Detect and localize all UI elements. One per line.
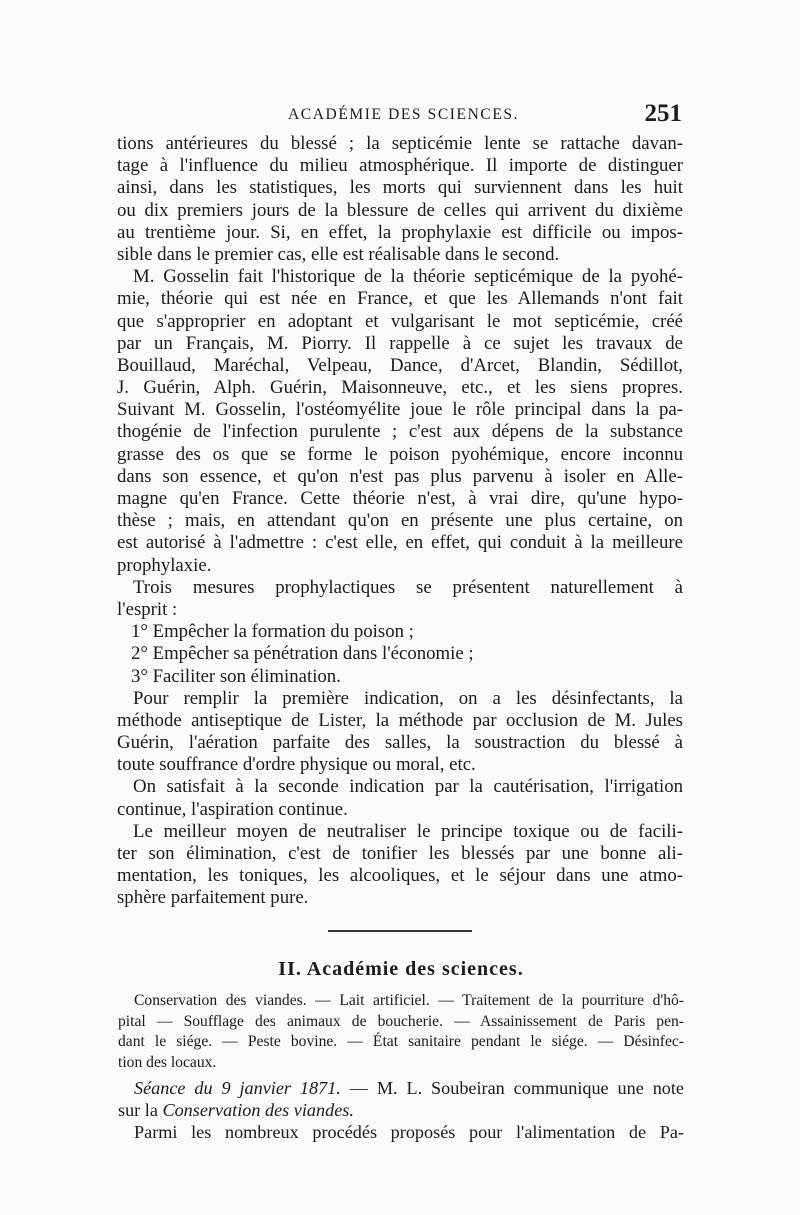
page-number: 251: [644, 100, 682, 127]
text-line: par un Français, M. Piorry. Il rappelle à ce sujet les travaux de: [117, 332, 683, 354]
text-line: sphère parfaitement pure.: [117, 887, 309, 909]
summary-line: tion des locaux.: [118, 1053, 217, 1071]
section-summary: [118, 991, 684, 1073]
text-line: Le meilleur moyen de neutraliser le principe toxique ou de facili-: [133, 820, 683, 842]
text-line: ou dix premiers jours de la blessure de celles qui arrivent du dixième: [117, 199, 683, 221]
text-line: thèse ; mais, en attendant qu'on en présente une plus certaine, on: [117, 510, 683, 532]
section-heading: II. Académie des sciences.: [278, 958, 524, 980]
text-line: magne qu'en France. Cette théorie n'est, à vrai dire, qu'une hypo-: [117, 488, 683, 509]
seance-paragraph: [118, 1077, 684, 1144]
text-line: dans son essence, et qu'on n'est pas plus parvenu à isoler en Alle-: [117, 465, 683, 487]
text-line: que s'approprier en adoptant et vulgarisant le mot septicémie, créé: [117, 310, 683, 332]
seance-title: Conservation des viandes.: [162, 1100, 354, 1121]
summary-line: dant le siége. — Peste bovine. — État sanitaire pendant le siége. — Désinfec-: [118, 1033, 684, 1050]
summary-line: Conservation des viandes. — Lait artificiel. — Traitement de la pourriture d'hô-: [134, 992, 684, 1009]
text-line: mentation, les toniques, les alcooliques, et le séjour dans une atmo-: [117, 865, 683, 887]
text-line: mie, théorie qui est née en France, et que les Allemands n'ont fait: [117, 288, 683, 310]
text-line: Pour remplir la première indication, on a les désinfectants, la: [133, 687, 683, 709]
text-line: M. Gosselin fait l'historique de la théorie septicémique de la pyohé-: [133, 266, 683, 288]
list-item: 1° Empêcher la formation du poison ;: [131, 621, 414, 643]
text-line: prophylaxie.: [117, 554, 212, 576]
text-line: tions antérieures du blessé ; la septicémie lente se rattache davan-: [117, 133, 683, 154]
section-divider: [328, 930, 472, 932]
seance-text: — M. L. Soubeiran communique une note: [340, 1078, 684, 1098]
text-line: l'esprit :: [117, 598, 178, 620]
running-header: [118, 102, 682, 130]
body-text: [117, 133, 683, 910]
seance-line: [118, 1099, 684, 1121]
text-line: Bouillaud, Maréchal, Velpeau, Dance, d'Arcet, Blandin, Sédillot,: [117, 354, 683, 376]
seance-date: Séance du 9 janvier 1871.: [134, 1078, 341, 1098]
seance-line: [118, 1077, 684, 1099]
text-line: méthode antiseptique de Lister, la méthode par occlusion de M. Jules: [117, 709, 683, 731]
seance-text: sur la: [118, 1100, 163, 1121]
text-line: grasse des os que se forme le poison pyohémique, encore inconnu: [117, 443, 683, 465]
seance-line: Parmi les nombreux procédés proposés pour l'alimentation de Pa-: [134, 1122, 684, 1143]
text-line: toute souffrance d'ordre physique ou moral, etc.: [117, 754, 476, 776]
text-line: Trois mesures prophylactiques se présentent naturellement à: [133, 576, 683, 598]
text-line: ainsi, dans les statistiques, les morts qui surviennent dans les huit: [117, 177, 683, 199]
text-line: ter son élimination, c'est de tonifier les blessés par une bonne ali-: [117, 843, 683, 864]
text-line: continue, l'aspiration continue.: [117, 798, 348, 820]
text-line: au trentième jour. Si, en effet, la prophylaxie est difficile ou impos-: [117, 221, 683, 243]
text-line: est autorisé à l'admettre : c'est elle, en effet, qui conduit à la meilleure: [117, 532, 683, 554]
summary-line: pital — Soufflage des animaux de boucherie. — Assainissement de Paris pen-: [118, 1012, 684, 1030]
text-line: thogénie de l'infection purulente ; c'est aux dépens de la substance: [117, 421, 683, 443]
text-line: Suivant M. Gosselin, l'ostéomyélite joue le rôle principal dans la pa-: [117, 399, 683, 421]
text-line: J. Guérin, Alph. Guérin, Maisonneuve, etc., et les siens propres.: [117, 377, 683, 399]
list-item: 2° Empêcher sa pénétration dans l'économie ;: [131, 643, 474, 665]
running-title: ACADÉMIE DES SCIENCES.: [288, 106, 520, 123]
list-item: 3° Faciliter son élimination.: [131, 665, 341, 687]
text-line: Guérin, l'aération parfaite des salles, la soustraction du blessé à: [117, 732, 683, 754]
text-line: On satisfait à la seconde indication par la cautérisation, l'irrigation: [133, 776, 683, 798]
text-line: tage à l'influence du milieu atmosphérique. Il importe de distinguer: [117, 155, 683, 177]
text-line: sible dans le premier cas, elle est réalisable dans le second.: [117, 243, 560, 265]
